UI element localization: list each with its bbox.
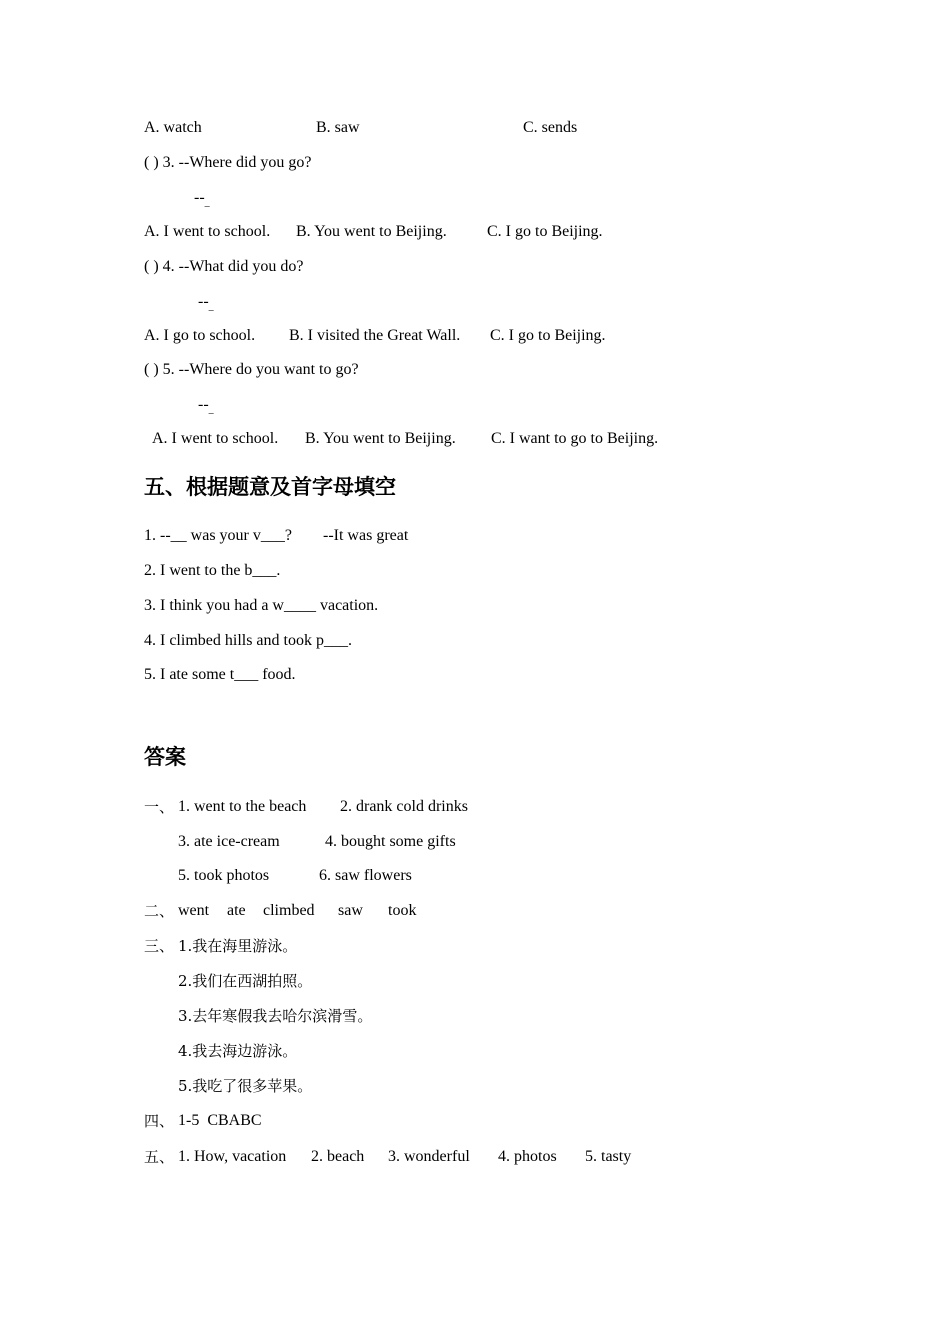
section5-item-2: 2. I went to the b___. — [144, 562, 281, 579]
answers-s1-1: 1. went to the beach — [178, 798, 307, 815]
answers-s5-5: 5. tasty — [585, 1148, 632, 1165]
q4-option-b: B. I visited the Great Wall. — [289, 327, 461, 344]
answers-s3-item-4: 4.我去海边游泳。 — [178, 1042, 298, 1060]
answers-s2-word-2: ate — [227, 902, 246, 919]
q5-option-c: C. I want to go to Beijing. — [491, 430, 659, 447]
answers-s5-2: 2. beach — [311, 1148, 365, 1165]
q4-prompt: ( ) 4. --What did you do? — [144, 258, 304, 275]
answers-s3-item-3: 3.去年寒假我去哈尔滨滑雪。 — [178, 1007, 373, 1025]
answers-s4-text: 1-5 CBABC — [178, 1112, 262, 1129]
answers-s2-word-4: saw — [338, 902, 363, 919]
answers-s2-word-1: went — [178, 902, 210, 919]
q2-option-b: B. saw — [316, 119, 360, 136]
answers-title: 答案 — [144, 745, 186, 769]
section5-item-1-reply: --It was great — [323, 527, 409, 544]
answers-s3-item-1: 1.我在海里游泳。 — [178, 937, 298, 955]
q3-option-c: C. I go to Beijing. — [487, 223, 603, 240]
answers-s1-3: 3. ate ice-cream — [178, 833, 280, 850]
q3-option-b: B. You went to Beijing. — [296, 223, 447, 240]
answers-s1-prefix: 一、 — [144, 798, 175, 816]
section5-item-4: 4. I climbed hills and took p___. — [144, 632, 352, 649]
answers-s4-prefix: 四、 — [144, 1112, 175, 1130]
q2-option-c: C. sends — [523, 119, 578, 136]
q4-answer-blank: $--_{\_}$ — [198, 293, 214, 312]
answers-s5-prefix: 五、 — [144, 1148, 175, 1166]
q3-answer-blank: $--_{\_}$ — [194, 189, 210, 208]
q4-option-a: A. I go to school. — [144, 327, 256, 344]
q5-answer-blank: $--_{\_}$ — [198, 396, 214, 415]
section5-title: 五、根据题意及首字母填空 — [144, 475, 396, 499]
q3-option-a: A. I went to school. — [144, 223, 271, 240]
section5-item-1: 1. --__ was your v___? — [144, 527, 292, 544]
q5-prompt: ( ) 5. --Where do you want to go? — [144, 361, 359, 378]
answers-s3-prefix: 三、 — [144, 937, 175, 955]
section5-item-3: 3. I think you had a w____ vacation. — [144, 597, 379, 614]
q3-dash: -- — [194, 189, 205, 206]
q4-dash: -- — [198, 293, 209, 310]
q5-dash: -- — [198, 396, 209, 413]
q5-option-b: B. You went to Beijing. — [305, 430, 456, 447]
answers-s1-2: 2. drank cold drinks — [340, 798, 468, 815]
q2-option-a: A. watch — [144, 119, 202, 136]
answers-s3-item-2: 2.我们在西湖拍照。 — [178, 972, 313, 990]
answers-s2-word-5: took — [388, 902, 417, 919]
answers-s5-3: 3. wonderful — [388, 1148, 470, 1165]
answers-s3-item-5: 5.我吃了很多苹果。 — [178, 1077, 313, 1095]
answers-s5-1: 1. How, vacation — [178, 1148, 287, 1165]
answers-s2-word-3: climbed — [263, 902, 315, 919]
section5-item-5: 5. I ate some t___ food. — [144, 666, 296, 683]
answers-s5-4: 4. photos — [498, 1148, 557, 1165]
q3-prompt: ( ) 3. --Where did you go? — [144, 154, 312, 171]
answers-s1-5: 5. took photos — [178, 867, 270, 884]
q4-option-c: C. I go to Beijing. — [490, 327, 606, 344]
answers-s1-4: 4. bought some gifts — [325, 833, 456, 850]
answers-s1-6: 6. saw flowers — [319, 867, 412, 884]
q5-option-a: A. I went to school. — [152, 430, 279, 447]
answers-s2-prefix: 二、 — [144, 902, 175, 920]
